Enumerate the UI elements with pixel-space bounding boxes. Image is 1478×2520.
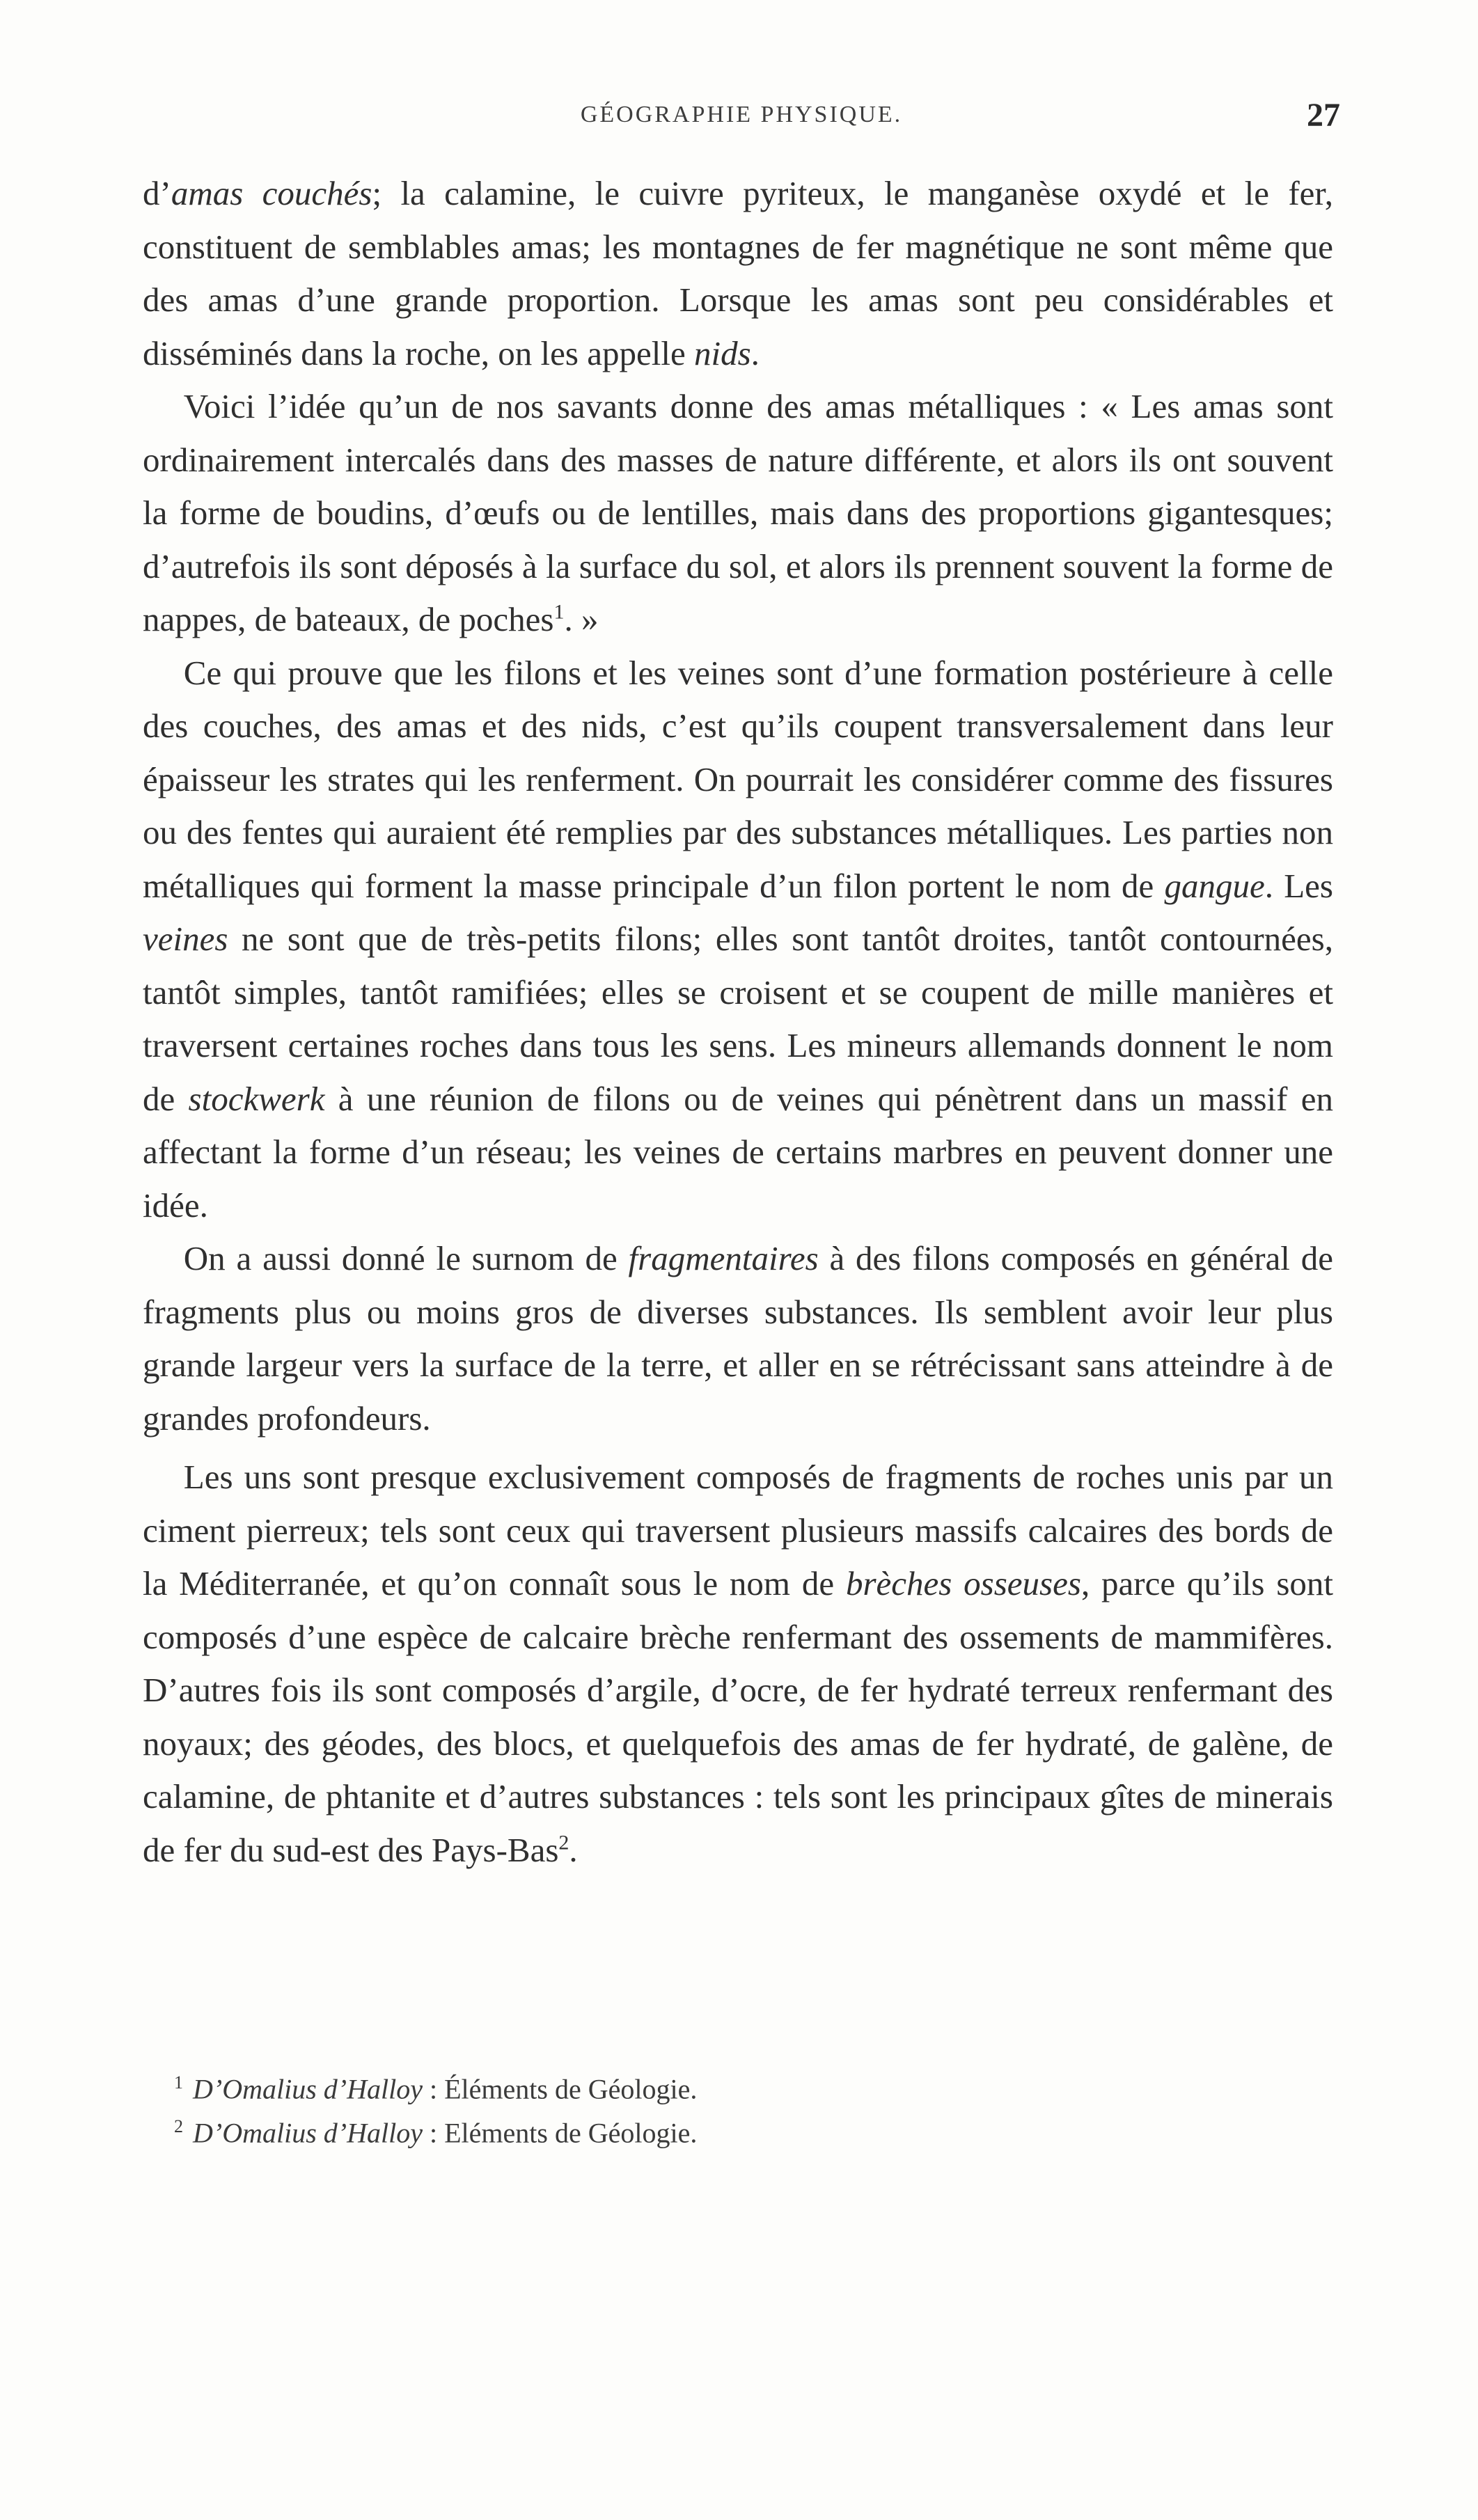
paragraph-breches (143, 1451, 1333, 1877)
text-run: . (750, 333, 760, 372)
footnote-2 (174, 2108, 1149, 2152)
text-run: . Les (1264, 866, 1333, 905)
page-number: 27 (1307, 97, 1340, 134)
text-run: d’ (143, 174, 171, 212)
footnote-work: Éléments de Géologie. (444, 2073, 698, 2105)
text-run: Les uns sont presque exclusivement composés de fragments de roches unis par un ciment pierreux; tels sont ceux qui traversent plusieurs massifs calcaires des bords de la Méditerranée, et qu’on connaît sous le nom de (143, 1458, 1333, 1602)
text-run: à des filons composés en général de fragments plus ou moins gros de diverses substances. Ils semblent avoir leur plus grande largeur vers la surface de la terre, et aller en se rétrécissant sans atteindre à de grandes profondeurs. (143, 1239, 1333, 1438)
footnote-separator: : (422, 2073, 445, 2105)
text-run: Ce qui prouve que les filons et les veines sont d’une formation postérieure à celle des couches, des amas et des nids, c’est qu’ils coupent transversalement dans leur épaisseur les strates qui les renferment. On pourrait les considérer comme des fissures ou des fentes qui auraient été remplies par des substances métalliques. Les parties non métalliques qui forment la masse principale d’un filon portent le nom de (143, 653, 1333, 905)
italic-term: amas couchés (171, 174, 372, 212)
italic-term: nids (693, 333, 751, 372)
footnote-separator: : (422, 2117, 445, 2149)
text-run: . » (564, 600, 599, 638)
footnote-mark: 2 (174, 2116, 183, 2137)
italic-term: gangue (1164, 866, 1265, 905)
footnote-reference: 2 (558, 1831, 569, 1854)
italic-term: veines (143, 920, 228, 958)
running-title: GÉOGRAPHIE PHYSIQUE. (580, 102, 903, 127)
footnote-work: Eléments de Géologie. (444, 2117, 698, 2149)
paragraph-quotation (143, 380, 1333, 647)
paragraph-fragmentaires (143, 1232, 1333, 1445)
text-run: . (569, 1830, 578, 1869)
page-header (143, 96, 1340, 138)
text-run: ; la calamine, le cuivre pyriteux, le manganèse oxydé et le fer, constituent de semblables amas; les montagnes de fer magnétique ne sont même que des amas d’une grande proportion. Lorsque les amas sont peu considérables et disséminés dans la roche, on les appelle (143, 174, 1333, 372)
paragraph-amas-couches (143, 167, 1333, 380)
italic-term: brèches osseuses (845, 1564, 1081, 1602)
body-text (143, 167, 1333, 1877)
text-run: à une réunion de filons ou de veines qui pénètrent dans un massif en affectant la forme d’un réseau; les veines de certains marbres en peuvent donner une idée. (143, 1079, 1333, 1224)
footnote-author: D’Omalius d’Halloy (193, 2117, 423, 2149)
footnote-author: D’Omalius d’Halloy (193, 2073, 423, 2105)
footnote-reference: 1 (553, 600, 565, 624)
paragraph-filons-veines (143, 647, 1333, 1233)
italic-term: stockwerk (188, 1079, 325, 1118)
footnote-1 (174, 2064, 1149, 2108)
italic-term: fragmentaires (628, 1239, 819, 1277)
text-run: ne sont que de très-petits filons; elles sont tantôt droites, tantôt contournées, tantôt simples, tantôt ramifiées; elles se croisent et se coupent de mille manières et traversent certaines roches dans tous les sens. Les mineurs allemands donnent le nom de (143, 920, 1333, 1118)
text-run: , parce qu’ils sont composés d’une espèce de calcaire brèche renfermant des ossements de mammifères. D’autres fois ils sont composés d’argile, d’ocre, de fer hydraté terreux renfermant des noyaux; des géodes, des blocs, et quelquefois des amas de fer hydraté, de galène, de calamine, de phtanite et d’autres substances : tels sont les principaux gîtes de minerais de fer du sud-est des Pays-Bas (143, 1564, 1334, 1869)
text-run: Voici l’idée qu’un de nos savants donne des amas métalliques : « Les amas sont ordinairement intercalés dans des masses de nature différente, et alors ils ont souvent la forme de boudins, d’œufs ou de lentilles, mais dans des proportions gigantesques; d’autrefois ils sont déposés à la surface du sol, et alors ils prennent souvent la forme de nappes, de bateaux, de poches (143, 387, 1333, 638)
footnote-mark: 1 (174, 2072, 183, 2093)
footnotes (174, 2064, 1149, 2152)
text-run: On a aussi donné le surnom de (183, 1239, 629, 1277)
